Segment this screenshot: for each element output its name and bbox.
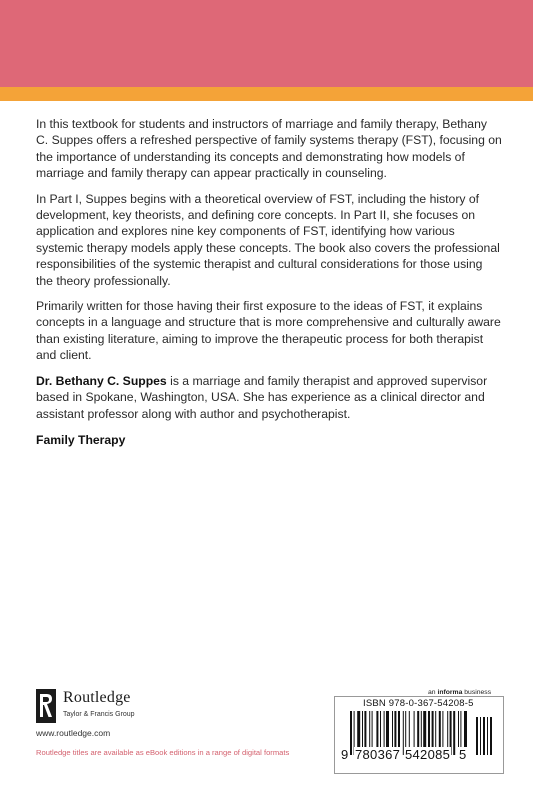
description-paragraph-2: In Part I, Suppes begins with a theoretical overview of FST, including the history of development, key theorists, and defining core concepts. In Part II, she focuses on application and explores nine key components of FST, identifying how various systemic therapy models apply these concepts. The book also covers the professional responsibilities of the systemic therapist and cultural considerations for those using the theory professionally. bbox=[36, 191, 500, 288]
ebook-availability-note: Routledge titles are available as eBook editions in a range of digital formats bbox=[36, 748, 290, 757]
informa-prefix: an bbox=[428, 689, 438, 696]
barcode-addon-bar bbox=[487, 717, 488, 755]
barcode-digits-left: 780367 bbox=[355, 747, 401, 762]
description-paragraph-3: Primarily written for those having their first exposure to the ideas of FST, it explains concepts in a language and structure that is more comprehensive and culturally aware than existing literature, aiming to improve the therapeutic process for both therapist and client. bbox=[36, 299, 501, 363]
publisher-logo bbox=[36, 689, 156, 725]
barcode-bar bbox=[453, 711, 455, 755]
routledge-r-logo-icon bbox=[36, 689, 56, 723]
barcode-bar bbox=[350, 711, 352, 755]
barcode-addon-bar bbox=[476, 717, 478, 755]
publisher-group: Taylor & Francis Group bbox=[63, 711, 135, 718]
barcode-digits-addon: 5 bbox=[459, 747, 467, 762]
subject-category: Family Therapy bbox=[36, 433, 126, 447]
author-bio bbox=[36, 373, 502, 422]
top-color-band bbox=[0, 0, 533, 87]
publisher-name: Routledge bbox=[63, 689, 131, 706]
barcode-addon-bar bbox=[483, 717, 485, 755]
informa-suffix: business bbox=[462, 689, 492, 696]
author-bio-text: is a marriage and family therapist and approved supervisor based in Spokane, Washington, USA. She has experience as a clinical director and assistant professor along with author and psychotherapist. bbox=[36, 373, 488, 421]
publisher-website: www.routledge.com bbox=[36, 728, 111, 738]
barcode-addon-bar bbox=[490, 717, 492, 755]
informa-brand: informa bbox=[437, 689, 463, 696]
back-cover-description bbox=[36, 116, 502, 431]
author-name: Dr. Bethany C. Suppes bbox=[36, 373, 167, 388]
accent-color-band bbox=[0, 87, 533, 101]
description-paragraph-1: In this textbook for students and instructors of marriage and family therapy, Bethany C. Suppes offers a refreshed perspective of family systems therapy (FST), focusing on the importance of understanding its concepts and demonstrating how models of marriage and family therapy can appear practically in counseling. bbox=[36, 117, 502, 181]
barcode-addon-bar bbox=[480, 717, 481, 755]
informa-business-tag bbox=[428, 689, 491, 696]
barcode-digit-first: 9 bbox=[341, 747, 349, 762]
isbn-number: ISBN 978-0-367-54208-5 bbox=[363, 698, 474, 709]
barcode-digits-right: 542085 bbox=[405, 747, 451, 762]
